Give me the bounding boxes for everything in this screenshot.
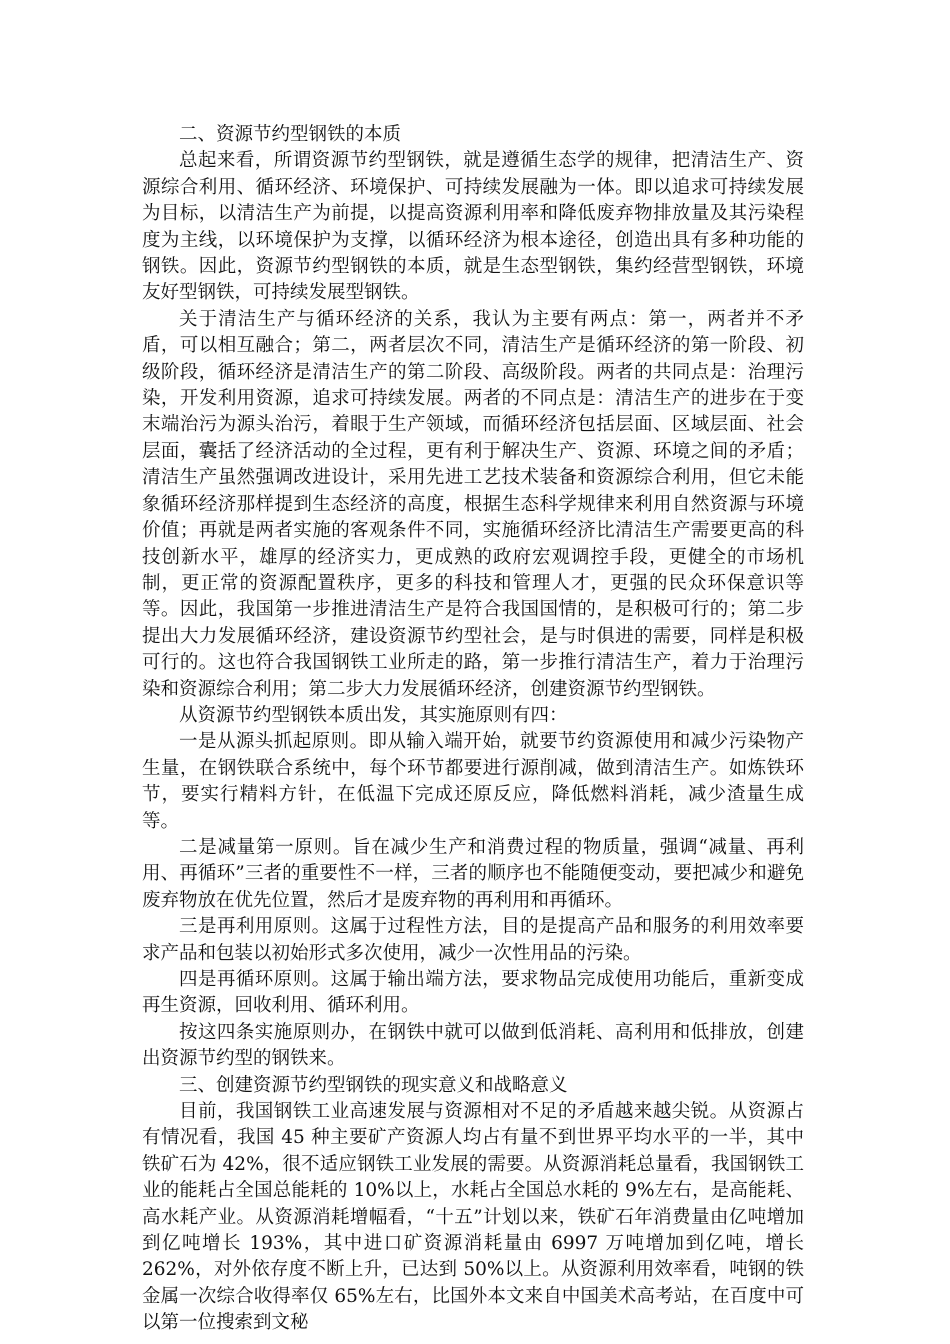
- paragraph-resource-situation: 目前，我国钢铁工业高速发展与资源相对不足的矛盾越来越尖锐。从资源占有情况看，我国 45 种主要矿产资源人均占有量不到世界平均水平的一半，其中铁矿石为 42%，很不适应钢铁工业发展的需要。从资源消耗总量看，我国钢铁工业的能耗占全国总能耗的 10%以上，水耗占全国总水耗的 9%左右，是高能耗、高水耗产业。从资源消耗增幅看，“十五”计划以来，铁矿石年消费量由亿吨增加到亿吨增长 193%，其中进口矿资源消耗量由 6997 万吨增加到亿吨，增长 262%，对外依存度不断上升，已达到 50%以上。从资源利用效率看，吨钢的铁金属一次综合收得率仅 65%左右，比国外本文来自中国美术高考站，在百度中可以第一位搜索到文秘: [142, 1101, 804, 1334]
- paragraph-clean-production-vs-circular-economy: 关于清洁生产与循环经济的关系，我认为主要有两点：第一，两者并不矛盾，可以相互融合；第二，两者层次不同，清洁生产是循环经济的第一阶段、初级阶段，循环经济是清洁生产的第二阶段、高级阶段。两者的共同点是：治理污染，开发利用资源，追求可持续发展。两者的不同点是：清洁生产的进步在于变末端治污为源头治污，着眼于生产领域，而循环经济包括层面、区域层面、社会层面，囊括了经济活动的全过程，更有利于解决生产、资源、环境之间的矛盾；清洁生产虽然强调改进设计，采用先进工艺技术装备和资源综合利用，但它未能象循环经济那样提到生态经济的高度，根据生态科学规律来利用自然资源与环境价值；再就是两者实施的客观条件不同，实施循环经济比清洁生产需要更高的科技创新水平，雄厚的经济实力，更成熟的政府宏观调控手段，更健全的市场机制，更正常的资源配置秩序，更多的科技和管理人才，更强的民众环保意识等等。因此，我国第一步推进清洁生产是符合我国国情的，是积极可行的；第二步提出大力发展循环经济，建设资源节约型社会，是与时俱进的需要，同样是积极可行的。这也符合我国钢铁工业所走的路，第一步推行清洁生产，着力于治理污染和资源综合利用；第二步大力发展循环经济，创建资源节约型钢铁。: [142, 308, 804, 700]
- paragraph-principle-2: 二是减量第一原则。旨在减少生产和消费过程的物质量，强调“减量、再利用、再循环”三者的重要性不一样，三者的顺序也不能随便变动，要把减少和避免废弃物放在优先位置，然后才是废弃物的再利用和再循环。: [142, 836, 804, 911]
- section-heading-2: 二、资源节约型钢铁的本质: [179, 124, 402, 145]
- paragraph-principle-4: 四是再循环原则。这属于输出端方法，要求物品完成使用功能后，重新变成再生资源，回收利用、循环利用。: [142, 969, 804, 1017]
- paragraph-principles-conclusion: 按这四条实施原则办，在钢铁中就可以做到低消耗、高利用和低排放，创建出资源节约型的钢铁来。: [142, 1021, 804, 1070]
- paragraph-principle-1: 一是从源头抓起原则。即从输入端开始，就要节约资源使用和减少污染物产生量，在钢铁联合系统中，每个环节都要进行源削减，做到清洁生产。如炼铁环节，要实行精料方针，在低温下完成还原反应，降低燃料消耗，减少渣量生成等。: [142, 731, 804, 832]
- document-page: [142, 122, 804, 1337]
- paragraph-essence-summary: 总起来看，所谓资源节约型钢铁，就是遵循生态学的规律，把清洁生产、资源综合利用、循环经济、环境保护、可持续发展融为一体。即以追求可持续发展为目标，以清洁生产为前提，以提高资源利用率和降低废弃物排放量及其污染程度为主线，以环境保护为支撑，以循环经济为根本途径，创造出具有多种功能的钢铁。因此，资源节约型钢铁的本质，就是生态型钢铁，集约经营型钢铁，环境友好型钢铁，可持续发展型钢铁。: [142, 150, 804, 304]
- section-heading-3: 三、创建资源节约型钢铁的现实意义和战略意义: [179, 1074, 568, 1096]
- paragraph-principle-3: 三是再利用原则。这属于过程性方法，目的是提高产品和服务的利用效率要求产品和包装以初始形式多次使用，减少一次性用品的污染。: [142, 916, 804, 964]
- paragraph-principles-intro: 从资源节约型钢铁本质出发，其实施原则有四：: [179, 704, 568, 726]
